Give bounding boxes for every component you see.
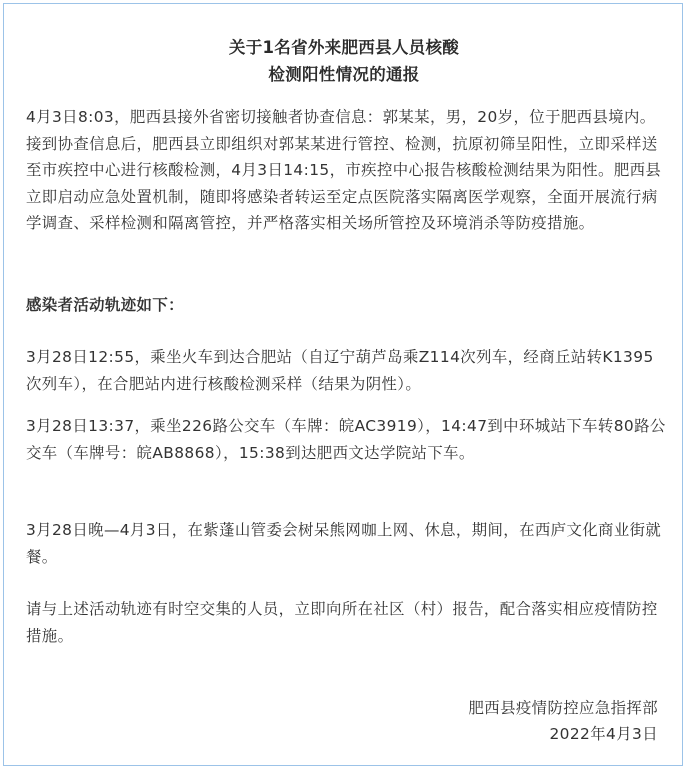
intro-paragraph: 4月3日8:03，肥西县接外省密切接触者协查信息：郭某某，男，20岁，位于肥西县境内。接到协查信息后，肥西县立即组织对郭某某进行管控、检测，抗原初筛呈阳性，立即采样送至市疾控中心进行核酸检测，4月3日14:15，市疾控中心报告核酸检测结果为阳性。肥西县立即启动应急处置机制，随即将感染者转运至定点医院落实隔离医学观察，全面开展流行病学调查、采样检测和隔离管控，并严格落实相关场所管控及环境消杀等防疫措施。 (26, 108, 662, 232)
notice-title-line-2: 检测阳性情况的通报 (268, 65, 420, 84)
notice-frame (3, 3, 683, 766)
trajectory-item: 3月28日13:37，乘坐226路公交车（车牌：皖AC3919），14:47到中环城站下车转80路公交车（车牌号：皖AB8868），15:38到达肥西文达学院站下车。 (26, 417, 666, 462)
issue-date: 2022年4月3日 (549, 725, 658, 743)
trajectory-item: 3月28日12:55，乘坐火车到达合肥站（自辽宁葫芦岛乘Z114次列车，经商丘站转K1395次列车），在合肥站内进行核酸检测采样（结果为阴性）。 (26, 348, 654, 393)
issuer-signature: 肥西县疫情防控应急指挥部 (468, 699, 658, 717)
trajectory-heading: 感染者活动轨迹如下： (26, 296, 184, 314)
closing-paragraph: 请与上述活动轨迹有时空交集的人员，立即向所在社区（村）报告，配合落实相应疫情防控措施。 (26, 600, 658, 645)
notice-title-line-1: 关于1名省外来肥西县人员核酸 (228, 38, 460, 57)
trajectory-item: 3月28日晚—4月3日，在紫蓬山管委会树呆熊网咖上网、休息，期间，在西庐文化商业街就餐。 (26, 521, 662, 566)
